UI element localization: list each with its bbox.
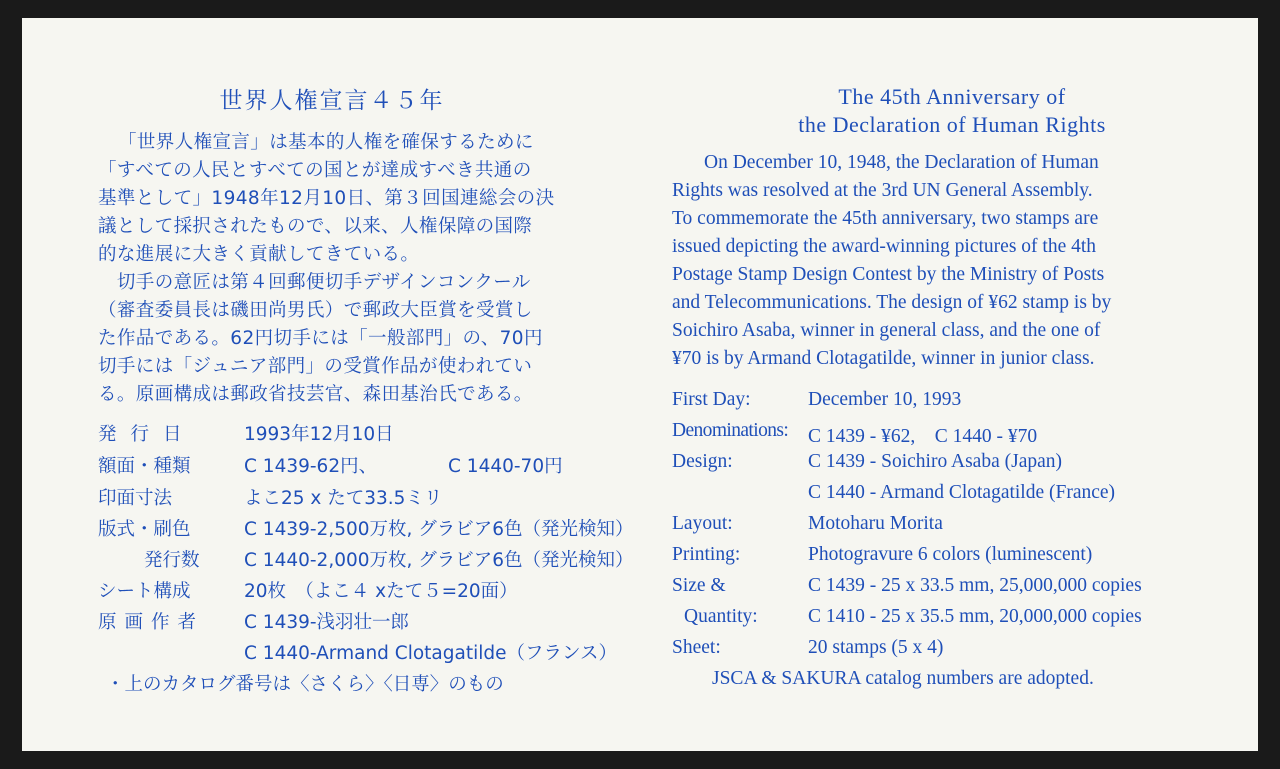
jp-format-value: C 1439-2,500万枚, グラビア6色（発光検知） <box>244 519 634 540</box>
en-design-value-2: C 1440 - Armand Clotagatilde (France) <box>808 482 1116 503</box>
en-design-label: Design: <box>672 451 733 472</box>
en-design-row <box>672 451 1232 481</box>
jp-denomination-label: 額面・種類 <box>98 456 191 477</box>
en-denominations-row <box>672 420 1232 450</box>
en-design-row-2 <box>672 482 1232 512</box>
jp-denomination-value: C 1439-62円、 <box>244 456 378 477</box>
jp-issue-date-value: 1993年12月10日 <box>244 424 394 445</box>
jp-denomination-value-2: C 1440-70円 <box>448 456 563 477</box>
english-title-line-2: the Declaration of Human Rights <box>798 112 1106 137</box>
english-paragraph-line: Rights was resolved at the 3rd UN General Assembly. <box>672 180 1093 201</box>
en-design-value: C 1439 - Soichiro Asaba (Japan) <box>808 451 1062 472</box>
en-first-day-value: December 10, 1993 <box>808 389 962 410</box>
japanese-paragraph-line: 切手の意匠は第４回郵便切手デザインコンクール <box>98 272 531 293</box>
en-size-value: C 1439 - 25 x 33.5 mm, 25,000,000 copies <box>808 575 1142 596</box>
en-printing-value: Photogravure 6 colors (luminescent) <box>808 544 1093 565</box>
english-paragraph-line: issued depicting the award-winning pictures of the 4th <box>672 236 1097 257</box>
jp-size-row <box>98 484 658 514</box>
japanese-paragraph-line: 基準として」1948年12月10日、第３回国連総会の決 <box>98 188 555 209</box>
jp-artist-value-2: C 1440-Armand Clotagatilde（フランス） <box>244 643 617 664</box>
jp-denomination-row <box>98 452 658 482</box>
en-printing-row <box>672 544 1232 574</box>
en-first-day-label: First Day: <box>672 389 751 410</box>
japanese-paragraph-line: 「すべての人民とすべての国とが達成すべき共通の <box>98 160 532 181</box>
en-quantity-row <box>672 606 1232 636</box>
jp-quantity-row <box>98 546 658 576</box>
english-title-line-1: The 45th Anniversary of <box>838 84 1066 109</box>
japanese-paragraph-line: （審査委員長は磯田尚男氏）で郵政大臣賞を受賞し <box>98 300 533 321</box>
en-quantity-label: Quantity: <box>684 606 758 627</box>
jp-size-label: 印面寸法 <box>98 488 173 509</box>
commemorative-card <box>22 18 1258 751</box>
japanese-paragraph-line: る。原画構成は郵政省技芸官、森田基治氏である。 <box>98 384 533 405</box>
japanese-paragraph-line: 「世界人権宣言」は基本的人権を確保するために <box>118 132 534 153</box>
english-paragraph-line: and Telecommunications. The design of ¥62 stamp is by <box>672 292 1112 313</box>
en-sheet-value: 20 stamps (5 x 4) <box>808 637 944 658</box>
english-paragraph-line: To commemorate the 45th anniversary, two stamps are <box>672 208 1099 229</box>
jp-artist-row-2 <box>98 639 658 669</box>
english-paragraph-line: Soichiro Asaba, winner in general class, and the one of <box>672 320 1101 341</box>
en-sheet-row <box>672 637 1232 667</box>
en-denominations-label: Denominations: <box>672 420 789 441</box>
en-layout-row <box>672 513 1232 543</box>
jp-format-row <box>98 515 658 545</box>
en-quantity-value: C 1410 - 25 x 35.5 mm, 20,000,000 copies <box>808 606 1142 627</box>
en-layout-value: Motoharu Morita <box>808 513 943 534</box>
jp-format-label: 版式・刷色 <box>98 519 191 540</box>
jp-catalog-note: ・上のカタログ番号は〈さくら〉〈日専〉のもの <box>106 674 504 695</box>
jp-size-value: よこ25 x たて33.5ミリ <box>244 488 443 509</box>
japanese-paragraph-line: 的な進展に大きく貢献してきている。 <box>98 244 420 265</box>
jp-sheet-row <box>98 577 658 607</box>
jp-sheet-label: シート構成 <box>98 581 191 602</box>
japanese-paragraph-line: た作品である。62円切手には「一般部門」の、70円 <box>98 328 543 349</box>
english-paragraph-line: On December 10, 1948, the Declaration of Human <box>704 152 1099 173</box>
en-sheet-label: Sheet: <box>672 637 721 658</box>
en-printing-label: Printing: <box>672 544 741 565</box>
en-size-row <box>672 575 1232 605</box>
jp-artist-row <box>98 608 658 638</box>
jp-sheet-value: 20枚 （よこ４ xたて５=20面） <box>244 581 518 602</box>
japanese-paragraph-line: 切手には「ジュニア部門」の受賞作品が使われてい <box>98 356 533 377</box>
jp-quantity-label: 発行数 <box>144 550 200 571</box>
jp-issue-date-row <box>98 420 658 450</box>
en-size-label: Size & <box>672 575 726 596</box>
en-layout-label: Layout: <box>672 513 733 534</box>
japanese-paragraph-line: 議として採択されたもので、以来、人権保障の国際 <box>98 216 533 237</box>
en-denominations-value: C 1439 - ¥62, C 1440 - ¥70 <box>808 426 1038 447</box>
jp-artist-label: 原画作者 <box>98 612 205 633</box>
jp-issue-date-label: 発行日 <box>98 424 196 445</box>
en-first-day-row <box>672 389 1232 419</box>
en-catalog-footer: JSCA & SAKURA catalog numbers are adopted. <box>712 668 1094 689</box>
english-paragraph-line: ¥70 is by Armand Clotagatilde, winner in junior class. <box>672 348 1095 369</box>
japanese-title: 世界人権宣言４５年 <box>219 88 445 114</box>
jp-artist-value: C 1439-浅羽壮一郎 <box>244 612 410 633</box>
english-paragraph-line: Postage Stamp Design Contest by the Ministry of Posts <box>672 264 1105 285</box>
jp-quantity-value: C 1440-2,000万枚, グラビア6色（発光検知） <box>244 550 634 571</box>
